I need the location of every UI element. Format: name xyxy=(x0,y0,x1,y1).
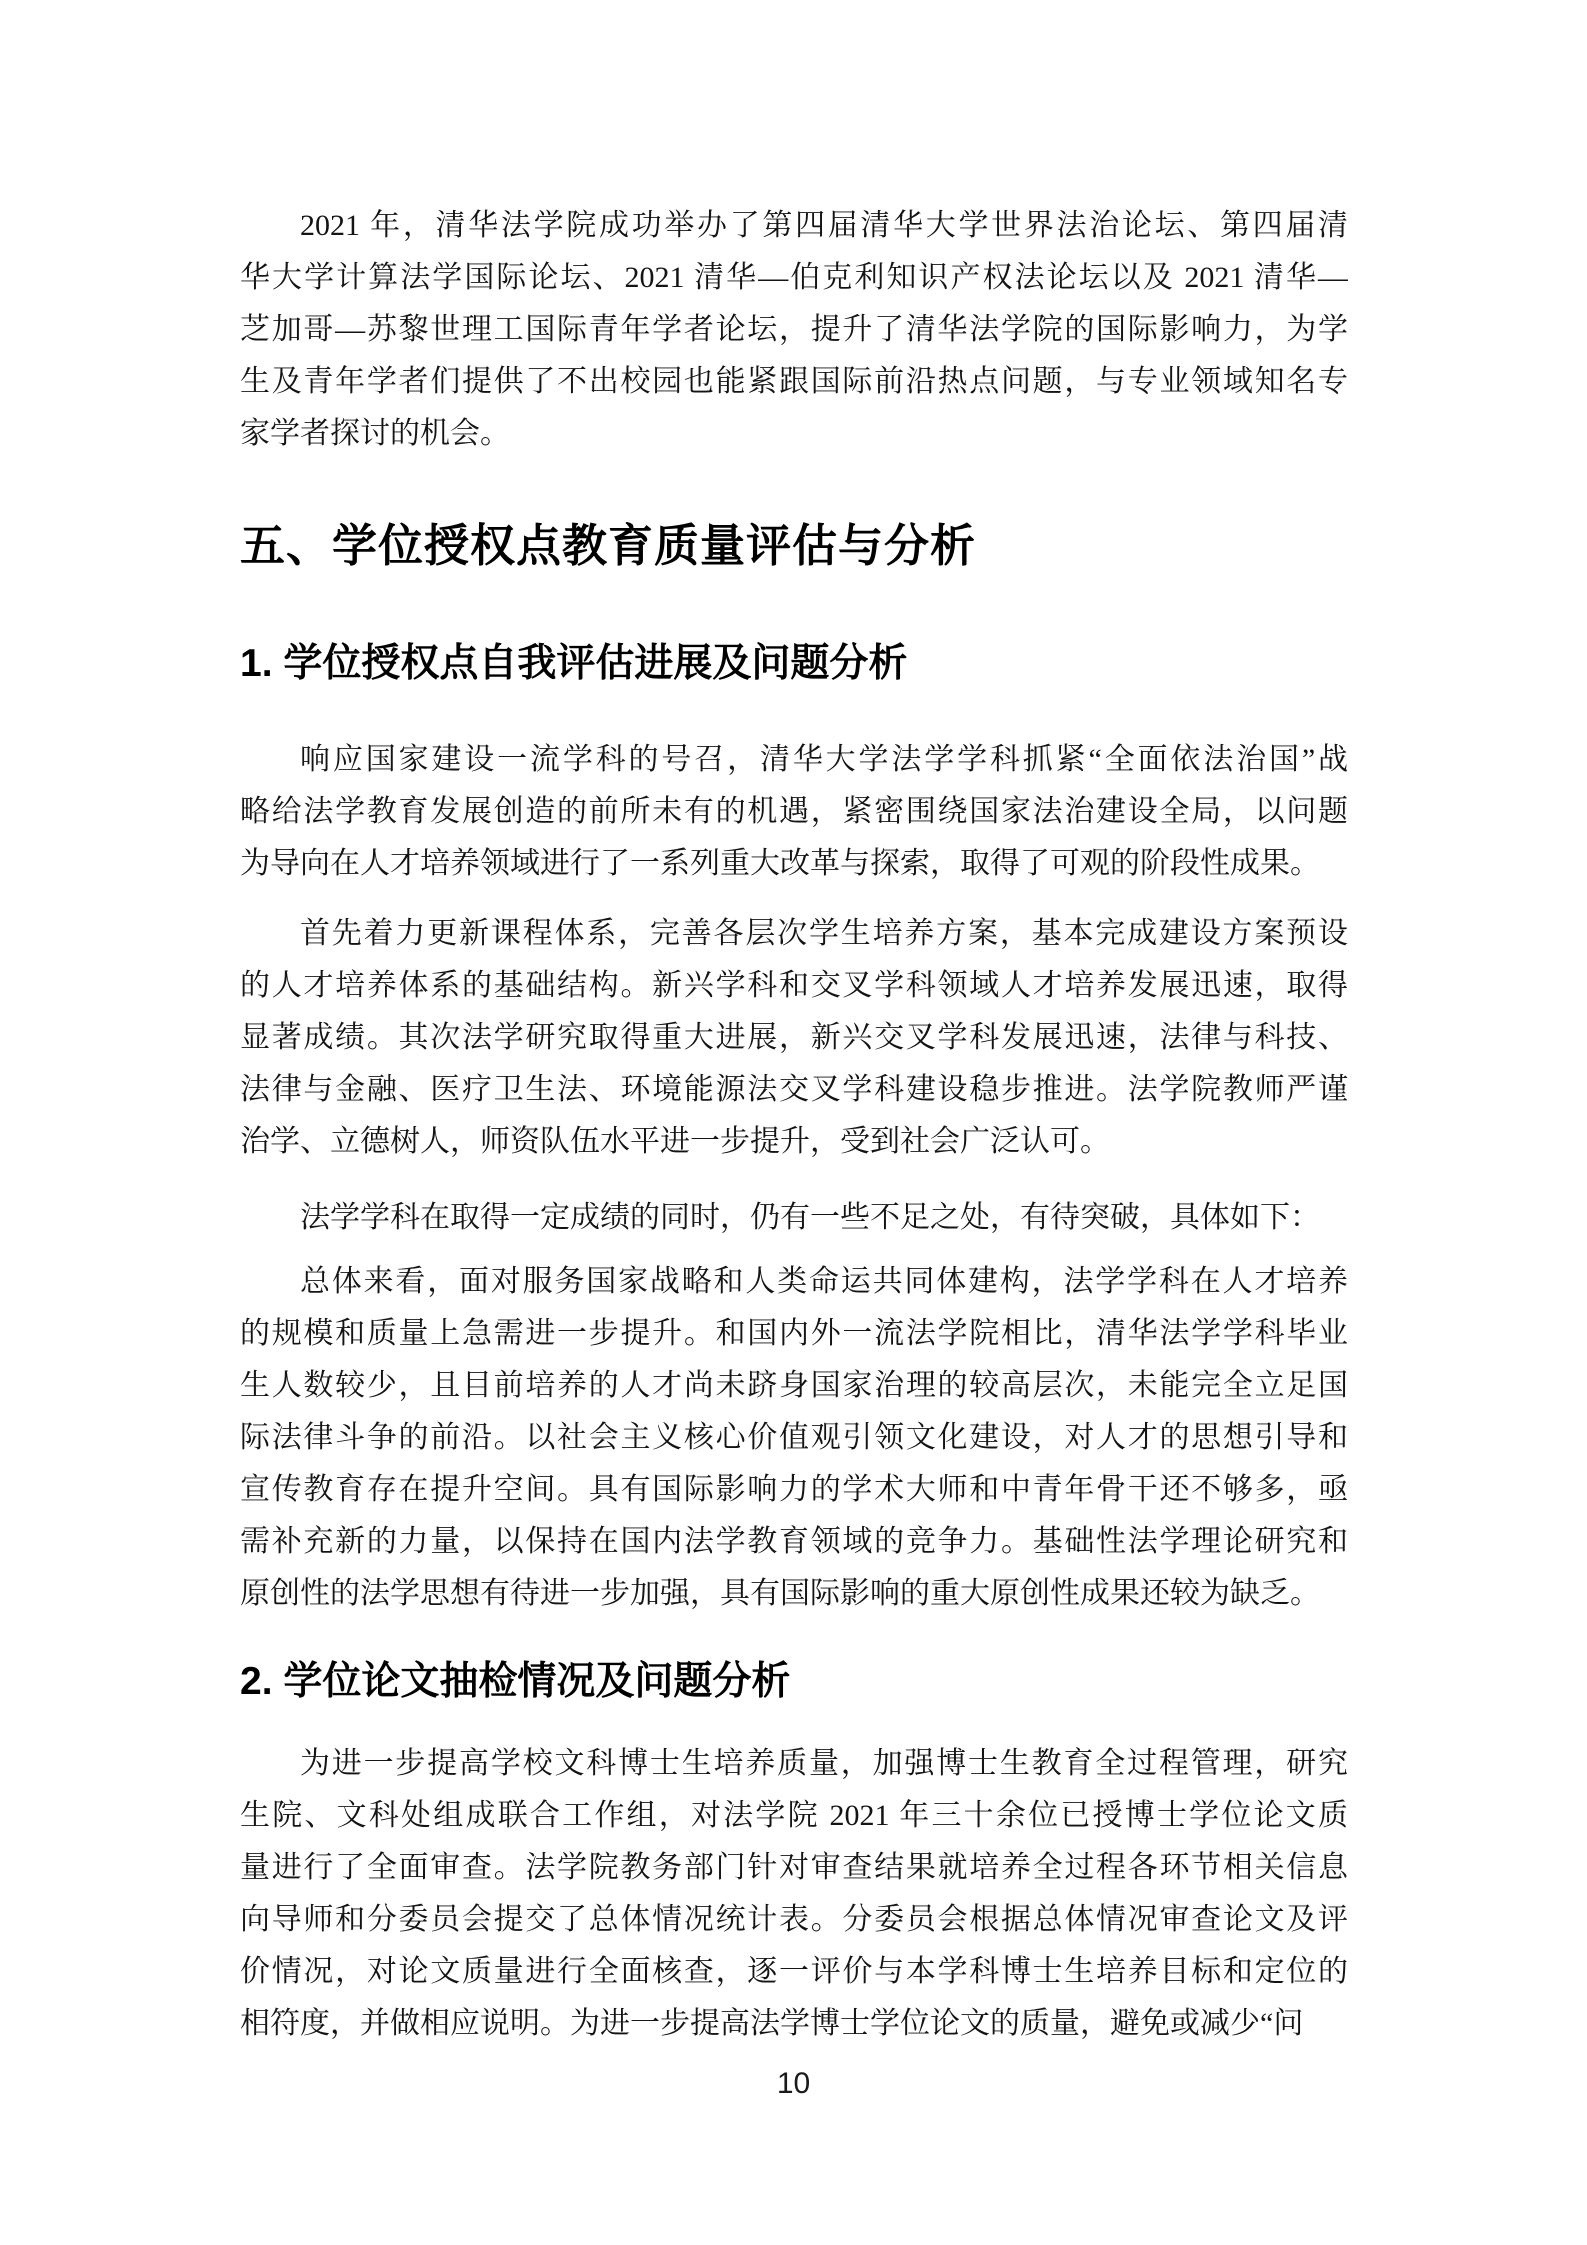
text-line: 原创性的法学思想有待进一步加强，具有国际影响的重大原创性成果还较为缺乏。 xyxy=(240,1577,1320,1610)
text-line: 略给法学教育发展创造的前所未有的机遇，紧密围绕国家法治建设全局，以问题 xyxy=(240,795,1348,828)
text-line: 治学、立德树人，师资队伍水平进一步提升，受到社会广泛认可。 xyxy=(240,1125,1110,1158)
text-line: 为导向在人才培养领域进行了一系列重大改革与探索，取得了可观的阶段性成果。 xyxy=(240,847,1320,880)
text-line: 生人数较少，且目前培养的人才尚未跻身国家治理的较高层次，未能完全立足国 xyxy=(240,1369,1348,1402)
text-line: 响应国家建设一流学科的号召，清华大学法学学科抓紧“全面依法治国”战 xyxy=(300,743,1348,776)
text-line: 总体来看，面对服务国家战略和人类命运共同体建构，法学学科在人才培养 xyxy=(300,1265,1348,1298)
text-line: 的规模和质量上急需进一步提升。和国内外一流法学院相比，清华法学学科毕业 xyxy=(240,1317,1348,1350)
text-line: 向导师和分委员会提交了总体情况统计表。分委员会根据总体情况审查论文及评 xyxy=(240,1903,1348,1936)
text-line: 生及青年学者们提供了不出校园也能紧跟国际前沿热点问题，与专业领域知名专 xyxy=(240,365,1348,398)
text-line: 相符度，并做相应说明。为进一步提高法学博士学位论文的质量，避免或减少“问 xyxy=(240,2007,1304,2040)
paragraph-overall-analysis xyxy=(240,1256,1348,1620)
intro-paragraph xyxy=(240,200,1348,460)
text-line: 显著成绩。其次法学研究取得重大进展，新兴交叉学科发展迅速，法律与科技、 xyxy=(240,1021,1348,1054)
text-line: 际法律斗争的前沿。以社会主义核心价值观引领文化建设，对人才的思想引导和 xyxy=(240,1421,1348,1454)
text-line: 华大学计算法学国际论坛、2021 清华—伯克利知识产权法论坛以及 2021 清华— xyxy=(240,261,1348,294)
text-line: 首先着力更新课程体系，完善各层次学生培养方案，基本完成建设方案预设 xyxy=(300,917,1348,950)
text-line: 2021 年，清华法学院成功举办了第四届清华大学世界法治论坛、第四届清 xyxy=(300,209,1348,242)
section-5-heading: 五、学位授权点教育质量评估与分析 xyxy=(240,520,977,571)
text-line: 的人才培养体系的基础结构。新兴学科和交叉学科领域人才培养发展迅速，取得 xyxy=(240,969,1348,1002)
text-line: 为进一步提高学校文科博士生培养质量，加强博士生教育全过程管理，研究 xyxy=(300,1747,1348,1780)
text-line: 法律与金融、医疗卫生法、环境能源法交叉学科建设稳步推进。法学院教师严谨 xyxy=(240,1073,1348,1106)
text-line: 芝加哥—苏黎世理工国际青年学者论坛，提升了清华法学院的国际影响力，为学 xyxy=(240,313,1348,346)
subsection-1-heading: 1. 学位授权点自我评估进展及问题分析 xyxy=(240,642,908,685)
paragraph-thesis-review xyxy=(240,1738,1348,2050)
text-line: 量进行了全面审查。法学院教务部门针对审查结果就培养全过程各环节相关信息 xyxy=(240,1851,1348,1884)
text-line: 生院、文科处组成联合工作组，对法学院 2021 年三十余位已授博士学位论文质 xyxy=(240,1799,1348,1832)
paragraph-curriculum-achievements xyxy=(240,908,1348,1168)
text-line: 法学学科在取得一定成绩的同时，仍有一些不足之处，有待突破，具体如下： xyxy=(300,1201,1320,1234)
text-line: 家学者探讨的机会。 xyxy=(240,417,510,450)
text-line: 需补充新的力量，以保持在国内法学教育领域的竞争力。基础性法学理论研究和 xyxy=(240,1525,1348,1558)
text-line: 价情况，对论文质量进行全面核查，逐一评价与本学科博士生培养目标和定位的 xyxy=(240,1955,1348,1988)
paragraph-shortcomings-intro xyxy=(240,1192,1348,1244)
page-number: 10 xyxy=(776,2067,811,2100)
paragraph-self-evaluation-progress xyxy=(240,734,1348,890)
text-line: 宣传教育存在提升空间。具有国际影响力的学术大师和中青年骨干还不够多，亟 xyxy=(240,1473,1348,1506)
subsection-2-heading: 2. 学位论文抽检情况及问题分析 xyxy=(240,1660,791,1703)
